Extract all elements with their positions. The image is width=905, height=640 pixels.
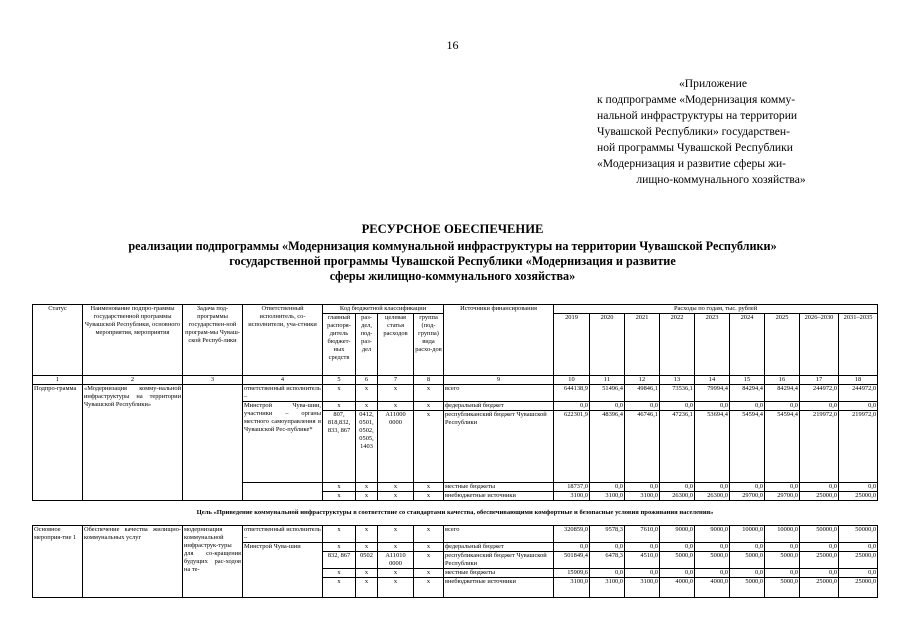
code-cell: x [378, 402, 414, 411]
value-cell: 46746,1 [625, 411, 660, 483]
appendix-line: ной программы Чувашской Республики [597, 141, 793, 154]
value-cell: 84294,4 [765, 385, 800, 402]
header-main-manager: главный распоря-дитель бюджет-ных средств [323, 314, 356, 376]
column-number: 16 [765, 376, 800, 385]
header-budget-code: Код бюджетной классификации [323, 305, 444, 314]
value-cell: 54594,4 [730, 411, 765, 483]
table-row [33, 526, 878, 543]
header-status: Статус [33, 305, 83, 376]
column-number: 11 [590, 376, 625, 385]
status-cell: Основное мероприя-тие 1 [33, 526, 83, 598]
value-cell: 0,0 [590, 402, 625, 411]
code-cell: x [414, 543, 444, 552]
code-cell: x [323, 483, 356, 492]
value-cell: 0,0 [800, 483, 839, 492]
value-cell: 51496,4 [590, 385, 625, 402]
value-cell: 0,0 [554, 402, 590, 411]
code-cell: x [356, 543, 378, 552]
appendix-line: «Приложение [679, 77, 748, 90]
code-cell: x [378, 483, 414, 492]
value-cell: 0,0 [839, 483, 878, 492]
source-cell: всего [444, 526, 554, 543]
value-cell: 0,0 [730, 483, 765, 492]
value-cell: 10000,0 [765, 526, 800, 543]
group-code-cell: x [414, 411, 444, 483]
header-name: Наименование подпро-граммы государственной программы Чувашской Республики, основного мероприятия, мероприятия [83, 305, 183, 376]
value-cell: 0,0 [800, 569, 839, 578]
code-cell: x [323, 578, 356, 598]
value-cell: 4000,0 [695, 578, 730, 598]
page-number: 16 [446, 38, 459, 52]
goal-text: Цель «Приведение коммунальной инфраструктуры в соответствие со стандартами качества, обеспечивающими комфортные и безопасные условия проживания населения» [33, 501, 878, 526]
appendix-line: нальной инфраструктуры на территории [597, 109, 798, 122]
code-cell: x [378, 569, 414, 578]
responsible-cell: ответственный исполнитель – [244, 385, 321, 400]
value-cell: 0,0 [660, 543, 695, 552]
source-cell: республиканский бюджет Чувашской Республики [444, 411, 554, 483]
value-cell: 5000,0 [660, 552, 695, 569]
value-cell: 54594,4 [765, 411, 800, 483]
column-number: 4 [243, 376, 323, 385]
header-responsible: Ответственный исполнитель, со-исполнители, уча-стники [243, 305, 323, 376]
value-cell: 0,0 [660, 402, 695, 411]
value-cell: 0,0 [839, 402, 878, 411]
value-cell: 0,0 [800, 543, 839, 552]
header-year: 2025 [765, 314, 800, 376]
source-cell: федеральный бюджет [444, 402, 554, 411]
appendix-line: Чувашской Республики» государствен- [597, 125, 790, 138]
header-expenses: Расходы по годам, тыс. рублей [554, 305, 878, 314]
code-cell: x [414, 385, 444, 402]
value-cell: 0,0 [765, 483, 800, 492]
value-cell: 3100,0 [590, 492, 625, 501]
table-row [33, 385, 878, 402]
task-cell: модернизация коммунальной инфраструк-туры для со-кращения будущих рас-ходов на те- [183, 526, 243, 598]
name-cell: «Модернизация комму-нальной инфраструктуры на территории Чувашской Республики» [83, 385, 183, 501]
task-cell [183, 385, 243, 501]
value-cell: 3100,0 [590, 578, 625, 598]
column-number: 14 [695, 376, 730, 385]
value-cell: 5000,0 [765, 552, 800, 569]
code-cell: x [414, 492, 444, 501]
source-cell: республиканский бюджет Чувашской Республики [444, 552, 554, 569]
code-cell: x [378, 385, 414, 402]
column-number: 18 [839, 376, 878, 385]
value-cell: 9000,0 [660, 526, 695, 543]
code-cell: x [356, 578, 378, 598]
code-cell: x [356, 569, 378, 578]
source-cell: внебюджетные источники [444, 578, 554, 598]
value-cell: 0,0 [800, 402, 839, 411]
code-cell: x [323, 385, 356, 402]
column-number: 12 [625, 376, 660, 385]
value-cell: 0,0 [554, 543, 590, 552]
goal-row [33, 501, 878, 526]
column-number: 3 [183, 376, 243, 385]
column-number: 13 [660, 376, 695, 385]
status-cell: Подпро-грамма [33, 385, 83, 501]
appendix-note [597, 76, 845, 188]
header-year: 2020 [590, 314, 625, 376]
header-year: 2022 [660, 314, 695, 376]
column-number: 6 [356, 376, 378, 385]
value-cell: 53694,4 [695, 411, 730, 483]
value-cell: 0,0 [730, 569, 765, 578]
value-cell: 3100,0 [554, 578, 590, 598]
appendix-line: к подпрограмме «Модернизация комму- [597, 93, 796, 106]
value-cell: 6478,3 [590, 552, 625, 569]
value-cell: 15909,6 [554, 569, 590, 578]
column-number: 1 [33, 376, 83, 385]
value-cell: 25000,0 [839, 552, 878, 569]
value-cell: 4000,0 [660, 578, 695, 598]
value-cell: 644138,9 [554, 385, 590, 402]
column-number: 17 [800, 376, 839, 385]
value-cell: 219972,0 [839, 411, 878, 483]
resource-table [32, 304, 878, 598]
value-cell: 25000,0 [800, 578, 839, 598]
header-year: 2024 [730, 314, 765, 376]
header-year: 2021 [625, 314, 660, 376]
header-task: Задача под-программы государствен-ной програм-мы Чуваш-ской Респуб-лики [183, 305, 243, 376]
document-heading [0, 222, 905, 284]
value-cell: 50000,0 [839, 526, 878, 543]
code-cell: x [414, 483, 444, 492]
value-cell: 0,0 [660, 569, 695, 578]
value-cell: 48396,4 [590, 411, 625, 483]
code-cell: x [323, 543, 356, 552]
target-code-cell: A11010 0000 [378, 552, 414, 569]
code-cell: x [323, 526, 356, 543]
value-cell: 84294,4 [730, 385, 765, 402]
value-cell: 0,0 [765, 569, 800, 578]
code-cell: x [378, 578, 414, 598]
column-number: 2 [83, 376, 183, 385]
value-cell: 0,0 [695, 483, 730, 492]
column-number: 10 [554, 376, 590, 385]
value-cell: 25000,0 [800, 492, 839, 501]
value-cell: 9000,0 [695, 526, 730, 543]
responsible-cell: Минстрой Чува-шии [243, 543, 323, 598]
value-cell: 0,0 [590, 483, 625, 492]
code-cell: x [414, 402, 444, 411]
responsible-cell: Минстрой Чува-шии, участники – органы местного самоуправления в Чувашской Рес-публике* [243, 402, 323, 483]
column-number: 5 [323, 376, 356, 385]
manager-code-cell: 832, 867 [323, 552, 356, 569]
value-cell: 5000,0 [765, 578, 800, 598]
manager-code-cell: 807, 818,832, 833, 867 [323, 411, 356, 483]
source-cell: местные бюджеты [444, 569, 554, 578]
value-cell: 25000,0 [800, 552, 839, 569]
code-cell: x [414, 526, 444, 543]
responsible-cell: ответственный исполнитель – [244, 526, 321, 541]
value-cell: 3100,0 [625, 492, 660, 501]
value-cell: 10000,0 [730, 526, 765, 543]
value-cell: 9578,3 [590, 526, 625, 543]
value-cell: 0,0 [695, 543, 730, 552]
source-cell: местные бюджеты [444, 483, 554, 492]
header-target-item: целевая статья расходов [378, 314, 414, 376]
code-cell: x [356, 402, 378, 411]
code-cell: x [323, 569, 356, 578]
section-code-cell: 0412, 0501, 0502, 0505, 1403 [356, 411, 378, 483]
value-cell: 4510,0 [625, 552, 660, 569]
column-number: 15 [730, 376, 765, 385]
value-cell: 0,0 [765, 402, 800, 411]
value-cell: 7610,0 [625, 526, 660, 543]
value-cell: 5000,0 [730, 552, 765, 569]
value-cell: 0,0 [839, 543, 878, 552]
value-cell: 320859,0 [554, 526, 590, 543]
target-code-cell: A11000 0000 [378, 411, 414, 483]
code-cell: x [356, 492, 378, 501]
value-cell: 219972,0 [800, 411, 839, 483]
value-cell: 73536,1 [660, 385, 695, 402]
value-cell: 0,0 [590, 569, 625, 578]
value-cell: 25000,0 [839, 492, 878, 501]
code-cell: x [378, 526, 414, 543]
value-cell: 18737,0 [554, 483, 590, 492]
code-cell: x [378, 543, 414, 552]
code-cell: x [356, 526, 378, 543]
value-cell: 0,0 [625, 543, 660, 552]
value-cell: 0,0 [590, 543, 625, 552]
value-cell: 50000,0 [800, 526, 839, 543]
value-cell: 0,0 [695, 402, 730, 411]
source-cell: федеральный бюджет [444, 543, 554, 552]
value-cell: 49846,1 [625, 385, 660, 402]
value-cell: 5000,0 [695, 552, 730, 569]
value-cell: 501849,4 [554, 552, 590, 569]
value-cell: 0,0 [765, 543, 800, 552]
name-cell: Обеспечение качества жилищно-коммунальных услуг [83, 526, 183, 598]
value-cell: 29700,0 [765, 492, 800, 501]
appendix-line: лищно-коммунального хозяйства» [636, 173, 806, 186]
source-cell: внебюджетные источники [444, 492, 554, 501]
value-cell: 0,0 [730, 402, 765, 411]
header-section: раз-дел, под-раз-дел [356, 314, 378, 376]
code-cell: x [323, 492, 356, 501]
heading-title: РЕСУРСНОЕ ОБЕСПЕЧЕНИЕ [361, 222, 544, 236]
heading-line: государственной программы Чувашской Республики «Модернизация и развитие [229, 254, 676, 268]
responsible-cell [243, 483, 323, 501]
source-cell: всего [444, 385, 554, 402]
value-cell: 29700,0 [730, 492, 765, 501]
column-number: 9 [444, 376, 554, 385]
value-cell: 3100,0 [554, 492, 590, 501]
heading-line: реализации подпрограммы «Модернизация коммунальной инфраструктуры на территории Чувашской Республики» [128, 239, 777, 253]
code-cell: x [356, 385, 378, 402]
value-cell: 0,0 [625, 402, 660, 411]
value-cell: 244972,0 [800, 385, 839, 402]
value-cell: 0,0 [695, 569, 730, 578]
column-numbers-row [33, 376, 878, 385]
column-number: 7 [378, 376, 414, 385]
header-year: 2019 [554, 314, 590, 376]
value-cell: 79994,4 [695, 385, 730, 402]
section-code-cell: 0502 [356, 552, 378, 569]
value-cell: 244972,0 [839, 385, 878, 402]
header-year: 2031–2035 [839, 314, 878, 376]
value-cell: 0,0 [839, 569, 878, 578]
code-cell: x [323, 402, 356, 411]
value-cell: 26300,0 [695, 492, 730, 501]
header-group: группа (под-группа) вида расхо-дов [414, 314, 444, 376]
header-year: 2023 [695, 314, 730, 376]
value-cell: 0,0 [660, 483, 695, 492]
code-cell: x [378, 492, 414, 501]
code-cell: x [356, 483, 378, 492]
value-cell: 47236,1 [660, 411, 695, 483]
header-year: 2026–2030 [800, 314, 839, 376]
appendix-line: «Модернизация и развитие сферы жи- [597, 157, 787, 170]
value-cell: 622301,9 [554, 411, 590, 483]
column-number: 8 [414, 376, 444, 385]
heading-line: сферы жилищно-коммунального хозяйства» [329, 269, 576, 283]
value-cell: 0,0 [730, 543, 765, 552]
value-cell: 25000,0 [839, 578, 878, 598]
value-cell: 26300,0 [660, 492, 695, 501]
value-cell: 3100,0 [625, 578, 660, 598]
value-cell: 0,0 [625, 483, 660, 492]
code-cell: x [414, 578, 444, 598]
code-cell: x [414, 569, 444, 578]
group-code-cell: x [414, 552, 444, 569]
value-cell: 5000,0 [730, 578, 765, 598]
value-cell: 0,0 [625, 569, 660, 578]
header-sources: Источники финансирования [444, 305, 554, 376]
